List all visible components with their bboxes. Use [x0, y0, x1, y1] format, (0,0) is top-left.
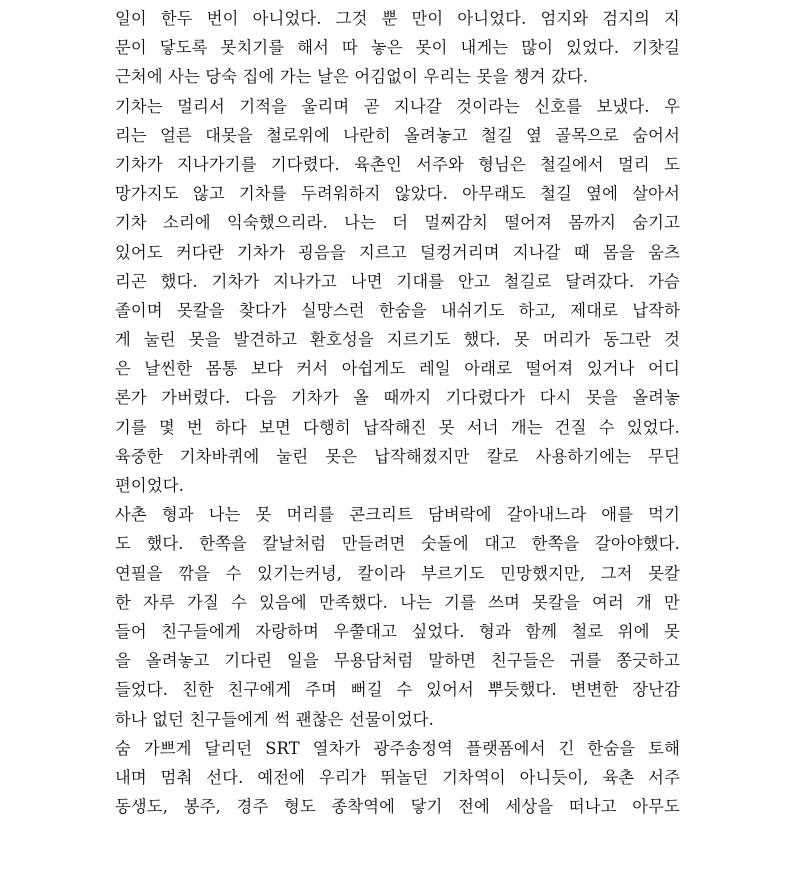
text-line: 기차가 지나가기를 기다렸다. 육촌인 서주와 형님은 철길에서 멀리 도: [115, 154, 680, 174]
text-line: 있어도 커다란 기차가 굉음을 지르고 덜컹거리며 지나갈 때 몸을 움츠: [115, 242, 680, 262]
text-line: 리곤 했다. 기차가 지나가고 나면 기대를 안고 철길로 달려갔다. 가슴: [115, 271, 680, 291]
text-line: 기를 몇 번 하다 보면 다행히 납작해진 못 서너 개는 건질 수 있었다.: [115, 417, 680, 437]
text-line: 게 눌린 못을 발견하고 환호성을 지르기도 했다. 못 머리가 동그란 것: [115, 330, 680, 350]
text-line: 리는 얼른 대못을 철로위에 나란히 올려놓고 철길 옆 골목으로 숨어서: [115, 125, 680, 145]
text-line: 연필을 깎을 수 있기는커녕, 칼이라 부르기도 민망했지만, 그저 못칼: [115, 563, 680, 583]
text-line: 근처에 사는 당숙 집에 가는 날은 어김없이 우리는 못을 챙겨 갔다.: [115, 67, 589, 87]
text-line: 망가지도 않고 기차를 두려워하지 않았다. 아무래도 철길 옆에 살아서: [115, 184, 680, 204]
body-text: [115, 0, 680, 821]
text-line: 동생도, 봉주, 경주 형도 종착역에 닿기 전에 세상을 떠나고 아무도: [115, 797, 680, 817]
text-line: 일이 한두 번이 아니었다. 그것 뿐 만이 아니었다. 엄지와 검지의 지: [115, 9, 680, 28]
text-line: 을 올려놓고 기다린 일을 무용담처럼 말하면 친구들은 귀를 쫑긋하고: [115, 651, 680, 671]
text-line: 은 날씬한 몸통 보다 커서 아쉽게도 레일 아래로 떨어져 있거나 어디: [115, 359, 680, 379]
text-line: 졸이며 못칼을 찾다가 실망스런 한숨을 내쉬기도 하고, 제대로 납작하: [115, 300, 680, 320]
text-line: 육중한 기차바퀴에 눌린 못은 납작해졌지만 칼로 사용하기에는 무딘: [115, 446, 680, 466]
text-line: 하나 없던 친구들에게 썩 괜찮은 선물이었다.: [115, 709, 434, 729]
text-line: 들어 친구들에게 자랑하며 우쭐대고 싶었다. 형과 함께 철로 위에 못: [115, 621, 680, 641]
text-line: 론가 가버렸다. 다음 기차가 올 때까지 기다렸다가 다시 못을 올려놓: [115, 388, 680, 408]
text-line: 문이 닿도록 못치기를 해서 따 놓은 못이 내게는 많이 있었다. 기찻길: [115, 38, 680, 58]
text-line: 내며 멈춰 선다. 예전에 우리가 뛰놀던 기차역이 아니듯이, 육촌 서주: [115, 767, 680, 787]
text-line: 사촌 형과 나는 못 머리를 콘크리트 담벼락에 갈아내느라 애를 먹기: [115, 505, 680, 525]
text-line: 기차는 멀리서 기적을 울리며 곧 지나갈 것이라는 신호를 보냈다. 우: [115, 96, 680, 116]
text-line: 숨 가쁘게 달리던 SRT 열차가 광주송정역 플랫폼에서 긴 한숨을 토해: [115, 738, 680, 758]
text-line: 편이었다.: [115, 476, 185, 495]
text-line: 들었다. 친한 친구에게 주며 뻐길 수 있어서 뿌듯했다. 변변한 장난감: [115, 680, 680, 700]
text-line: 도 했다. 한쪽을 칼날처럼 만들려면 숫돌에 대고 한쪽을 갈아야했다.: [115, 534, 680, 554]
text-line: 한 자루 가질 수 있음에 만족했다. 나는 기를 쓰며 못칼을 여러 개 만: [115, 592, 680, 612]
text-line: 기차 소리에 익숙했으리라. 나는 더 멀찌감치 떨어져 몸까지 숨기고: [115, 213, 680, 233]
